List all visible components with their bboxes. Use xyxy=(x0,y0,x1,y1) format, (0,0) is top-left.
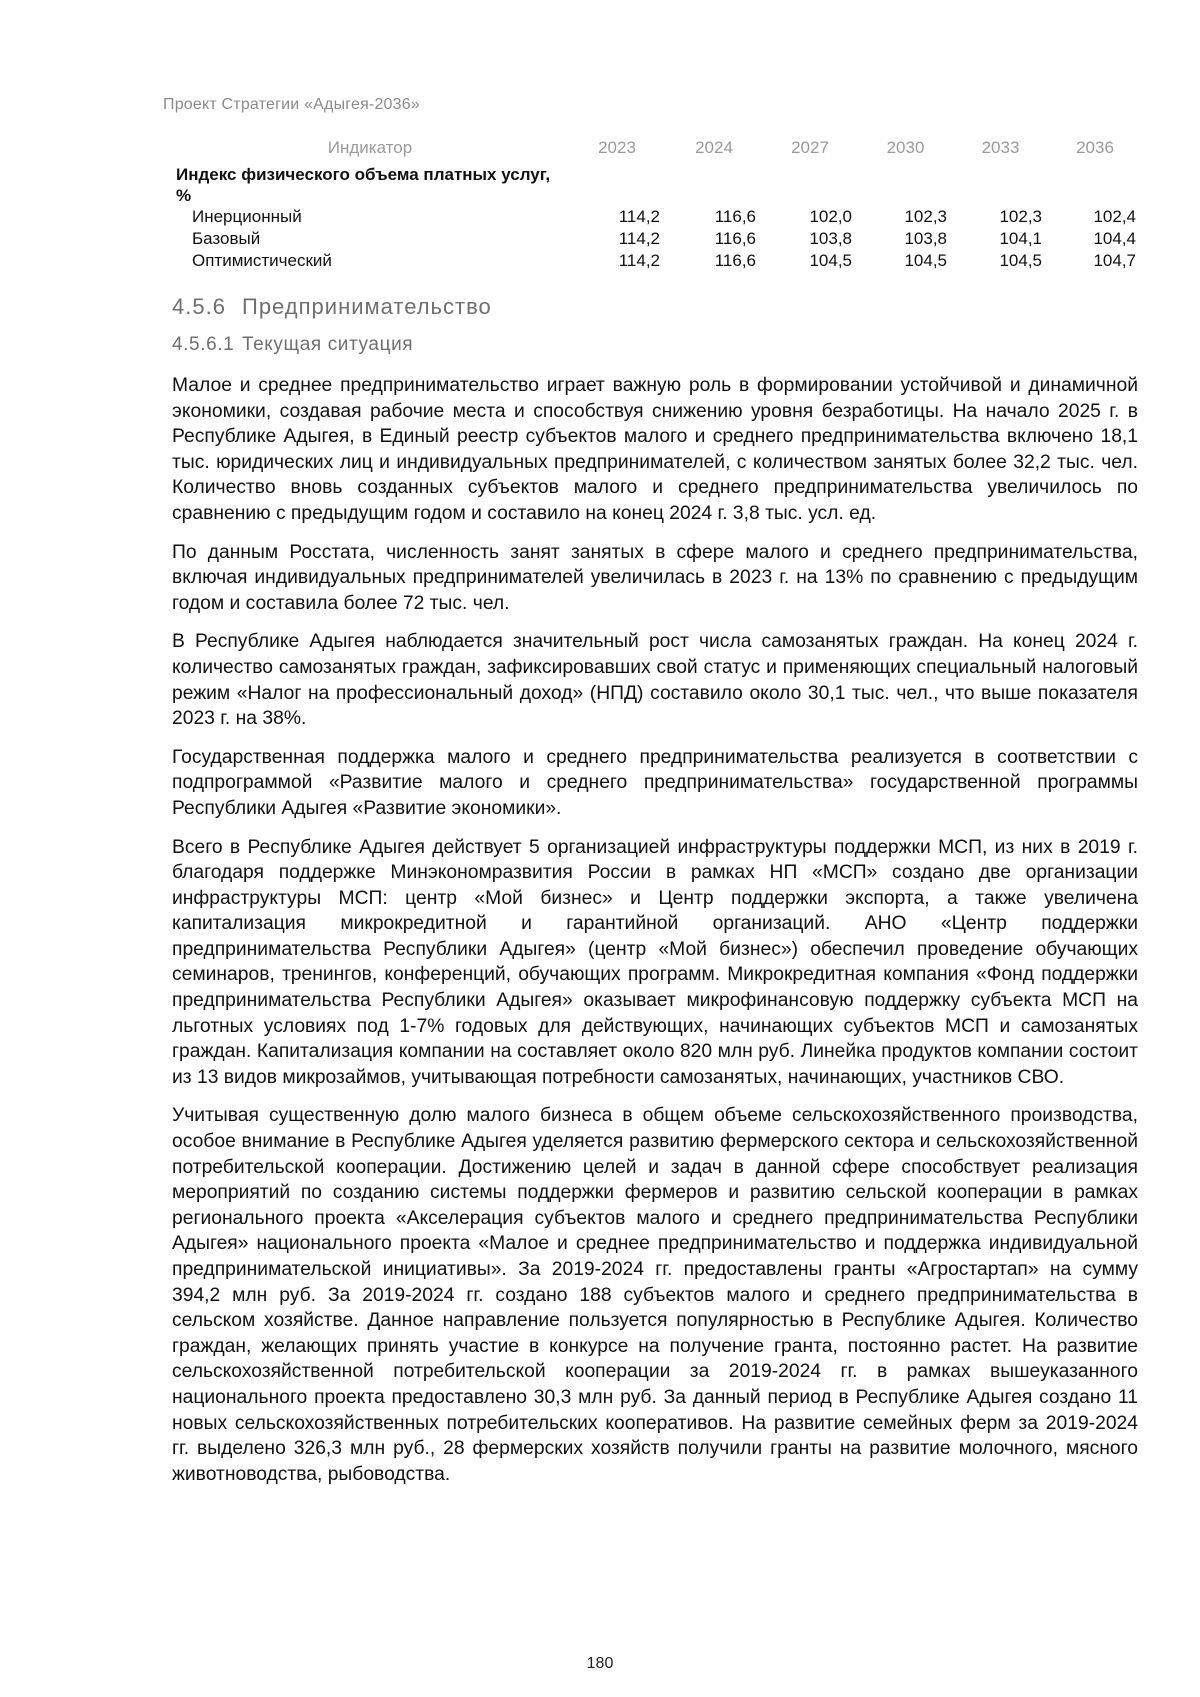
table-cell: 102,3 xyxy=(904,207,947,226)
table-cell: 116,6 xyxy=(714,251,756,270)
table-group-row xyxy=(172,162,1142,206)
table-cell: 104,7 xyxy=(1093,251,1136,270)
paragraph: По данным Росстата, численность занят занятых в сфере малого и среднего предпринимательства, включая индивидуальных предпринимателей увеличилась в 2023 г. на 13% по сравнению с предыдущим годом и составила более 72 тыс. чел. xyxy=(172,541,1138,614)
table-cell: 102,4 xyxy=(1093,207,1136,226)
table-cell: 116,6 xyxy=(714,207,756,226)
section-number: 4.5.6 xyxy=(172,294,226,319)
column-header-year: 2023 xyxy=(598,138,636,157)
running-header: Проект Стратегии «Адыгея-2036» xyxy=(163,96,420,113)
paragraph: Государственная поддержка малого и среднего предпринимательства реализуется в соответствии с подпрограммой «Развитие малого и среднего предпринимательства» государственной программы Республики Адыгея «Развитие экономики». xyxy=(172,746,1138,819)
scenario-label: Оптимистический xyxy=(192,251,332,270)
scenario-label: Инерционный xyxy=(192,207,302,226)
table-row xyxy=(172,250,1142,272)
table-header-row xyxy=(172,138,1142,162)
table-cell: 102,0 xyxy=(809,207,852,226)
column-header-indicator: Индикатор xyxy=(327,138,413,157)
subsection-heading xyxy=(172,334,413,356)
table-cell: 104,5 xyxy=(999,251,1042,270)
table-row xyxy=(172,206,1142,228)
column-header-year: 2024 xyxy=(695,138,733,157)
paragraph: В Республике Адыгея наблюдается значительный рост числа самозанятых граждан. На конец 2024 г. количество самозанятых граждан, зафиксировавших свой статус и применяющих специальный налоговый режим «Налог на профессиональный доход» (НПД) составило около 30,1 тыс. чел., что выше показателя 2023 г. на 38%. xyxy=(172,631,1138,730)
body-text xyxy=(172,373,1138,1500)
column-header-year: 2036 xyxy=(1076,138,1114,157)
table-cell: 114,2 xyxy=(618,229,660,248)
table-cell: 104,5 xyxy=(809,251,852,270)
indicator-table xyxy=(172,138,1142,272)
page-number: 180 xyxy=(586,1655,614,1672)
scenario-label: Базовый xyxy=(192,229,261,248)
indicator-group-title: Индекс физического объема платных услуг, % xyxy=(176,165,551,205)
section-heading xyxy=(172,294,492,320)
subsection-number: 4.5.6.1 xyxy=(172,334,235,355)
table-cell: 103,8 xyxy=(904,229,947,248)
table-cell: 104,5 xyxy=(904,251,947,270)
paragraph: Учитывая существенную долю малого бизнеса в общем объеме сельскохозяйственного производства, особое внимание в Республике Адыгея уделяется развитию фермерского сектора и сельскохозяйственной потребительской кооперации. Достижению целей и задач в данной сфере способствует реализация мероприятий по созданию системы поддержки фермеров и развитию сельской кооперации в рамках регионального проекта «Акселерация субъектов малого и среднего предпринимательства Республики Адыгея» национального проекта «Малое и среднее предпринимательство и поддержка индивидуальной предпринимательской инициативы». За 2019-2024 гг. предоставлены гранты «Агростартап» на сумму 394,2 млн руб. За 2019-2024 гг. создано 188 субъектов малого и среднего предпринимательства в сельском хозяйстве. Данное направление пользуется популярностью в Республике Адыгея. Количество граждан, желающих принять участие в конкурсе на получение гранта, постоянно растет. На развитие сельскохозяйственной потребительской кооперации за 2019-2024 гг. в рамках вышеуказанного национального проекта предоставлено 30,3 млн руб. За данный период в Республике Адыгея создано 11 новых сельскохозяйственных потребительских кооперативов. На развитие семейных ферм за 2019-2024 гг. выделено 326,3 млн руб., 28 фермерских хозяйств получили гранты на развитие молочного, мясного животноводства, рыбоводства. xyxy=(172,1105,1138,1485)
table-cell: 114,2 xyxy=(618,251,660,270)
column-header-year: 2030 xyxy=(886,138,925,157)
section-title: Предпринимательство xyxy=(242,294,492,319)
column-header-year: 2033 xyxy=(981,138,1020,157)
subsection-title: Текущая ситуация xyxy=(242,334,414,355)
paragraph: Всего в Республике Адыгея действует 5 организацией инфраструктуры поддержки МСП, из них в 2019 г. благодаря поддержке Минэкономразвития России в рамках НП «МСП» создано две организации инфраструктуры МСП: центр «Мой бизнес» и Центр поддержки экспорта, а также увеличена капитализация микрокредитной и гарантийной организаций. АНО «Центр поддержки предпринимательства Республики Адыгея» (центр «Мой бизнес») обеспечил проведение обучающих семинаров, тренингов, конференций, обучающих программ. Микрокредитная компания «Фонд поддержки предпринимательства Республики Адыгея» оказывает микрофинансовую поддержку субъекта МСП на льготных условиях под 1-7% годовых для действующих, начинающих субъектов МСП и самозанятых граждан. Капитализация компании на составляет около 820 млн руб. Линейка продуктов компании состоит из 13 видов микрозаймов, учитывающая потребности самозанятых, начинающих, участников СВО. xyxy=(172,836,1138,1088)
table-cell: 114,2 xyxy=(618,207,660,226)
table-cell: 104,4 xyxy=(1093,229,1136,248)
table-cell: 104,1 xyxy=(999,229,1042,248)
table-cell: 103,8 xyxy=(809,229,852,248)
table-cell: 102,3 xyxy=(999,207,1042,226)
column-header-year: 2027 xyxy=(791,138,829,157)
table-cell: 116,6 xyxy=(714,229,756,248)
paragraph: Малое и среднее предпринимательство играет важную роль в формировании устойчивой и динамичной экономики, создавая рабочие места и способствуя снижению уровня безработицы. На начало 2025 г. в Республике Адыгея, в Единый реестр субъектов малого и среднего предпринимательства включено 18,1 тыс. юридических лиц и индивидуальных предпринимателей, с количеством занятых более 32,2 тыс. чел. Количество вновь созданных субъектов малого и среднего предпринимательства увеличилось по сравнению с предыдущим годом и составило на конец 2024 г. 3,8 тыс. усл. ед. xyxy=(172,375,1138,524)
table-row xyxy=(172,228,1142,250)
